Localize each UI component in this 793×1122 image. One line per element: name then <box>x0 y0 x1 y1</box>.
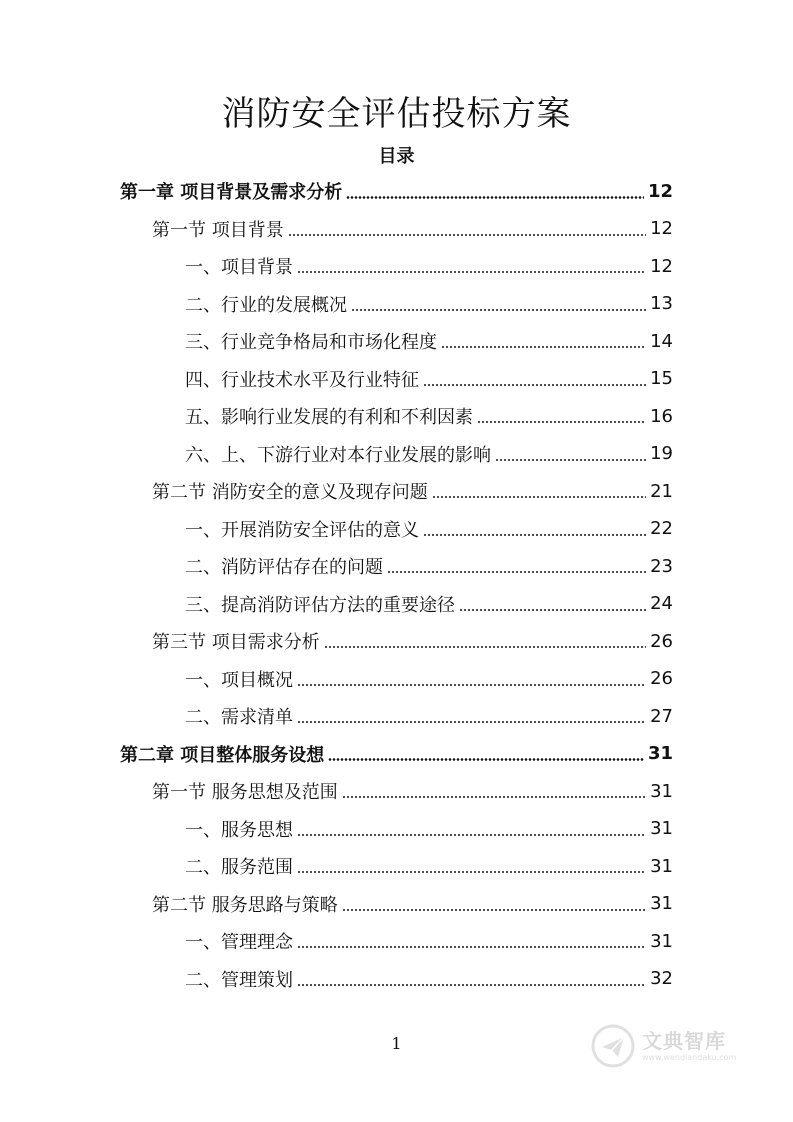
toc-entry-label: 第三节 项目需求分析 <box>152 632 320 653</box>
toc-entry-label: 二、服务范围 <box>185 857 293 878</box>
toc-entry-label: 一、服务思想 <box>185 819 293 841</box>
toc-entry-page: 16 <box>650 405 673 427</box>
toc-entry[interactable] <box>185 664 673 694</box>
toc-entry-label: 第一节 项目背景 <box>152 219 284 241</box>
toc-entry[interactable] <box>185 326 673 356</box>
toc-entry-page: 31 <box>650 893 673 914</box>
toc-entry-label: 第一节 服务思想及范围 <box>152 782 338 803</box>
toc-entry-label: 第二节 服务思路与策略 <box>152 894 338 916</box>
toc-leader-dots <box>328 758 644 761</box>
toc-entry-page: 21 <box>650 480 673 502</box>
watermark-url: www.wendiandaku.com <box>642 1053 737 1062</box>
toc-entry[interactable] <box>185 851 673 881</box>
toc-entry-page: 13 <box>650 293 673 314</box>
toc-entry[interactable] <box>120 176 673 206</box>
toc-entry-page: 26 <box>650 630 673 652</box>
toc-entry-label: 一、开展消防安全评估的意义 <box>185 519 419 541</box>
toc-entry-page: 32 <box>650 968 673 989</box>
toc-leader-dots <box>297 946 646 948</box>
toc-entry[interactable] <box>152 476 673 506</box>
toc-entry[interactable] <box>185 289 673 319</box>
toc-entry-label: 四、行业技术水平及行业特征 <box>185 369 419 391</box>
toc-heading: 目录 <box>378 146 415 167</box>
toc-entry-label: 二、需求清单 <box>185 707 293 728</box>
toc-entry[interactable] <box>185 589 673 619</box>
toc-leader-dots <box>423 384 646 386</box>
toc-entry-page: 23 <box>650 555 673 577</box>
toc-entry[interactable] <box>152 889 673 919</box>
toc-leader-dots <box>495 459 646 461</box>
toc-leader-dots <box>477 421 646 423</box>
toc-entry-page: 12 <box>650 255 673 277</box>
toc-leader-dots <box>459 609 646 611</box>
paper-plane-logo-icon <box>590 1023 636 1069</box>
toc-entry-label: 五、影响行业发展的有利和不利因素 <box>185 407 473 428</box>
toc-leader-dots <box>288 234 646 236</box>
toc-entry-page: 15 <box>650 368 673 389</box>
toc-entry-page: 31 <box>650 930 673 952</box>
toc-entry-label: 一、项目背景 <box>185 257 293 278</box>
toc-entry-label: 三、行业竞争格局和市场化程度 <box>185 332 437 353</box>
toc-entry-page: 12 <box>647 180 673 202</box>
toc-leader-dots <box>297 871 646 873</box>
toc-entry[interactable] <box>185 514 673 544</box>
watermark <box>590 1020 760 1072</box>
toc-entry[interactable] <box>152 626 673 656</box>
toc-entry-page: 27 <box>650 705 673 727</box>
toc-entry[interactable] <box>185 401 673 431</box>
toc-entry-page: 31 <box>650 780 673 802</box>
toc-entry-label: 二、管理策划 <box>185 969 293 991</box>
toc-entry-page: 12 <box>650 218 673 239</box>
toc-leader-dots <box>297 684 646 686</box>
toc-leader-dots <box>441 346 646 348</box>
toc-entry-label: 一、项目概况 <box>185 669 293 691</box>
toc-entry[interactable] <box>152 776 673 806</box>
toc-leader-dots <box>297 834 646 836</box>
toc-entry-page: 24 <box>650 593 673 614</box>
toc-entry[interactable] <box>152 214 673 244</box>
toc-leader-dots <box>432 496 646 498</box>
toc-entry-page: 14 <box>650 330 673 352</box>
watermark-name: 文典智库 <box>642 1029 726 1053</box>
toc-entry[interactable] <box>185 701 673 731</box>
toc-leader-dots <box>387 571 646 573</box>
toc-leader-dots <box>324 646 646 648</box>
toc-entry-page: 19 <box>650 443 673 464</box>
toc-entry-label: 一、管理理念 <box>185 932 293 953</box>
toc-entry[interactable] <box>120 739 673 769</box>
toc-entry[interactable] <box>185 551 673 581</box>
toc-leader-dots <box>423 534 646 536</box>
toc-entry[interactable] <box>185 964 673 994</box>
toc-entry-label: 第二章 项目整体服务设想 <box>120 744 325 766</box>
document-title: 消防安全评估投标方案 <box>221 94 572 134</box>
toc-entry-label: 六、上、下游行业对本行业发展的影响 <box>185 444 491 466</box>
toc-leader-dots <box>346 196 644 199</box>
toc-entry[interactable] <box>185 926 673 956</box>
toc-entry[interactable] <box>185 814 673 844</box>
page-number: 1 <box>391 1034 402 1053</box>
toc-leader-dots <box>297 721 646 723</box>
toc-entry-page: 31 <box>647 743 673 764</box>
toc-entry-label: 第一章 项目背景及需求分析 <box>120 182 343 203</box>
toc-entry-page: 31 <box>650 855 673 877</box>
toc-leader-dots <box>297 984 646 986</box>
toc-entry-label: 二、消防评估存在的问题 <box>185 557 383 578</box>
toc-entry-label: 二、行业的发展概况 <box>185 294 347 316</box>
toc-leader-dots <box>342 796 646 798</box>
toc-leader-dots <box>351 309 646 311</box>
toc-entry[interactable] <box>185 439 673 469</box>
toc-leader-dots <box>342 909 646 911</box>
toc-entry-label: 三、提高消防评估方法的重要途径 <box>185 594 455 616</box>
toc-entry[interactable] <box>185 364 673 394</box>
toc-entry-page: 31 <box>650 818 673 839</box>
toc-entry-page: 26 <box>650 668 673 689</box>
toc-entry-label: 第二节 消防安全的意义及现存问题 <box>152 482 428 503</box>
toc-leader-dots <box>297 271 646 273</box>
toc-entry[interactable] <box>185 251 673 281</box>
toc-entry-page: 22 <box>650 518 673 539</box>
